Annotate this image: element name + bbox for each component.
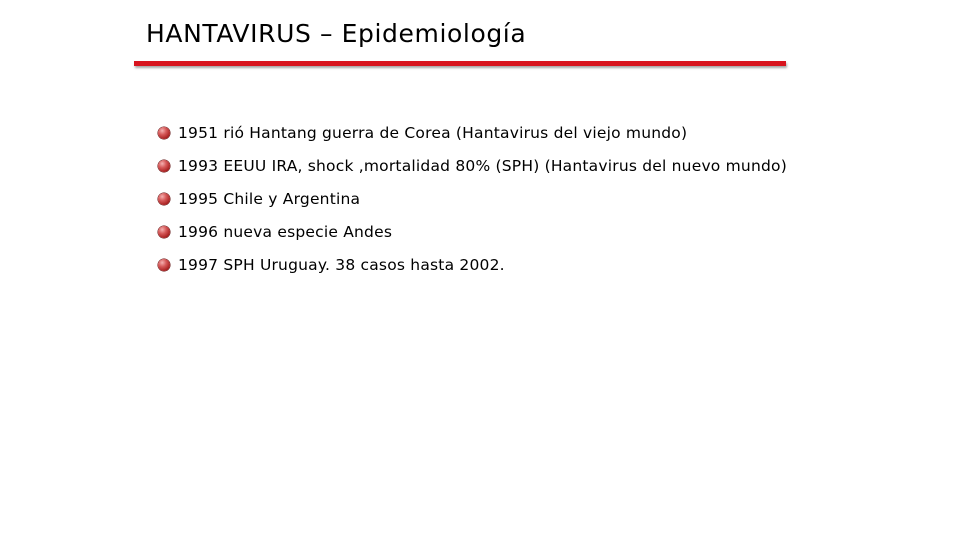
bullet-item	[156, 122, 796, 144]
title-underline	[134, 61, 786, 66]
bullet-sphere-icon	[158, 193, 170, 205]
bullet-text: 1997 SPH Uruguay. 38 casos hasta 2002.	[178, 256, 505, 274]
bullet-text: 1951 rió Hantang guerra de Corea (Hantavirus del viejo mundo)	[178, 124, 688, 142]
bullet-text: 1995 Chile y Argentina	[178, 190, 361, 208]
bullet-sphere-icon	[158, 160, 170, 172]
bullet-sphere-icon	[158, 259, 170, 271]
bullet-list	[156, 122, 796, 276]
bullet-text: 1996 nueva especie Andes	[178, 223, 393, 241]
slide-title: HANTAVIRUS – Epidemiología	[146, 19, 527, 48]
bullet-item	[156, 155, 796, 177]
bullet-item	[156, 254, 796, 276]
bullet-sphere-icon	[158, 226, 170, 238]
bullet-item	[156, 188, 796, 210]
bullet-text: 1993 EEUU IRA, shock ,mortalidad 80% (SPH) (Hantavirus del nuevo mundo)	[178, 157, 787, 175]
bullet-sphere-icon	[158, 127, 170, 139]
bullet-item	[156, 221, 796, 243]
